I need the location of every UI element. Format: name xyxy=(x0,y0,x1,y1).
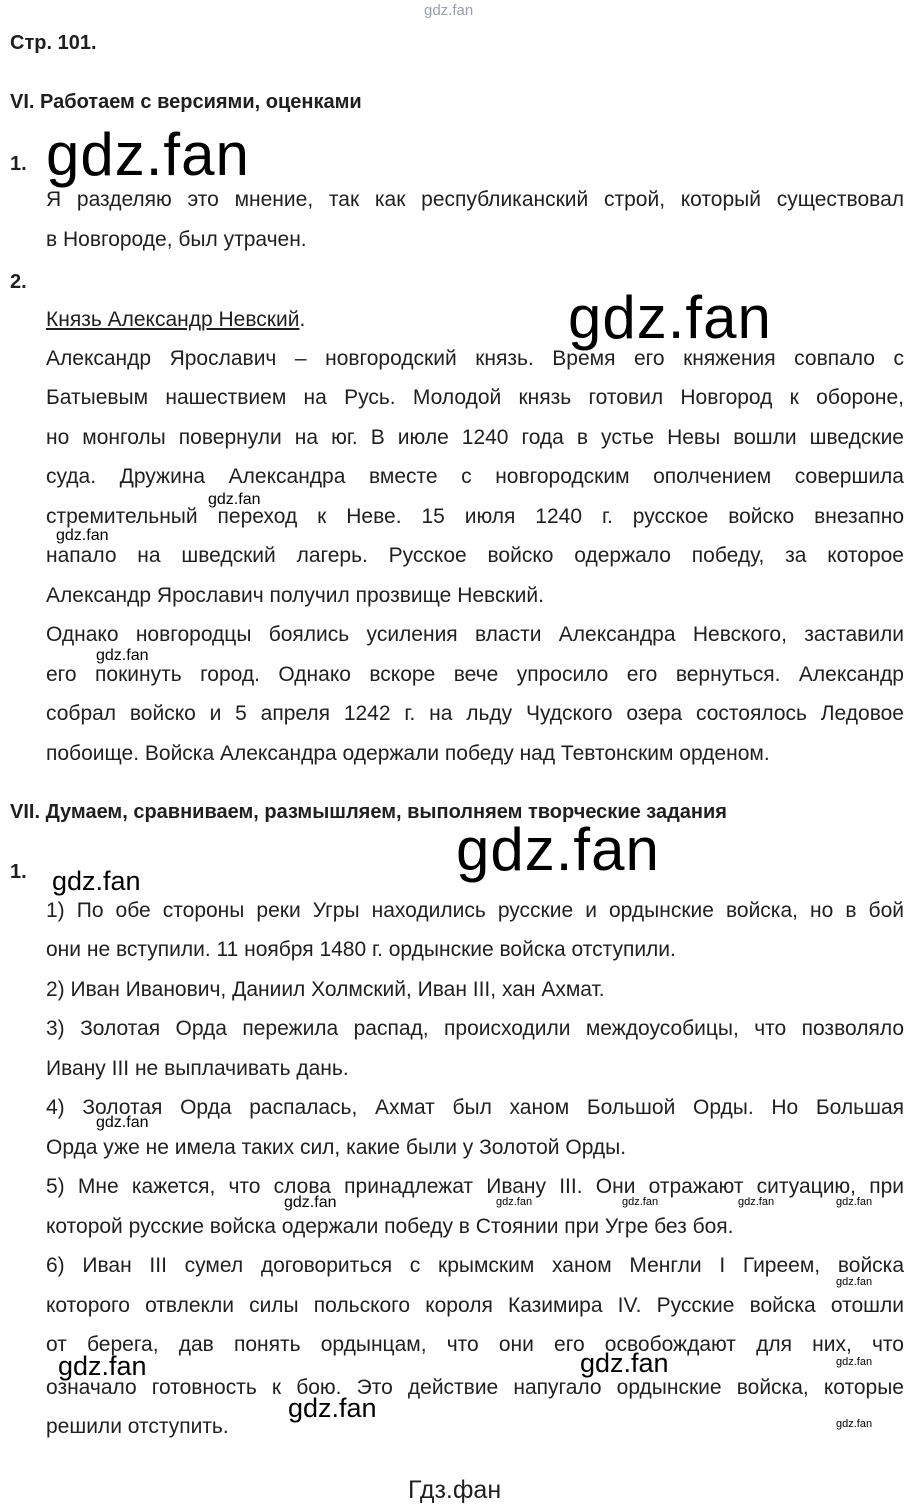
watermark-tiny: gdz.fan xyxy=(622,1196,659,1208)
watermark-tiny: gdz.fan xyxy=(836,1196,873,1208)
text-line: от берега, дав понять ордынцам, что они его освобождают для них, что xyxy=(46,1333,904,1356)
text-line: означало готовность к бою. Это действие напугало ордынские войска, которые xyxy=(46,1376,904,1399)
section-7-item-1-number: 1. xyxy=(10,861,27,883)
text-line: в Новгороде, был утрачен. xyxy=(46,228,307,251)
text-line: Ивану III не выплачивать дань. xyxy=(46,1057,349,1080)
text-line: побоище. Войска Александра одержали победу над Тевтонским орденом. xyxy=(46,742,770,765)
watermark-tiny: gdz.fan xyxy=(836,1276,873,1288)
watermark-top: gdz.fan xyxy=(424,2,474,19)
subject-link-text: Князь Александр Невский xyxy=(46,308,300,331)
watermark-small: gdz.fan xyxy=(96,647,149,664)
watermark-medium: gdz.fan xyxy=(52,866,141,896)
text-line: 5) Мне кажется, что слова принадлежат Ивану III. Они отражают ситуацию, при xyxy=(46,1175,904,1198)
text-line: решили отступить. xyxy=(46,1415,229,1438)
watermark-medium: gdz.fan xyxy=(58,1351,147,1381)
watermark-small: gdz.fan xyxy=(96,1114,149,1131)
watermark-tiny: gdz.fan xyxy=(738,1196,775,1208)
text-line: 3) Золотая Орда пережила распад, происходили междоусобицы, что позволяло xyxy=(46,1017,904,1040)
footer-brand: Гдз.фан xyxy=(408,1476,502,1504)
text-line: которого отвлекли силы польского короля Казимира IV. Русские войска отошли xyxy=(46,1294,904,1317)
section-6-title: VI. Работаем с версиями, оценками xyxy=(10,91,362,113)
text-line: стремительный переход к Неве. 15 июля 1240 г. русское войско внезапно xyxy=(46,505,904,528)
page-label: Стр. 101. xyxy=(10,32,97,54)
text-line: собрал войско и 5 апреля 1242 г. на льду Чудского озера состоялось Ледовое xyxy=(46,702,904,725)
text-line: 1) По обе стороны реки Угры находились русские и ордынские войска, но в бой xyxy=(46,899,904,922)
watermark-large: gdz.fan xyxy=(46,121,250,188)
watermark-tiny: gdz.fan xyxy=(496,1196,533,1208)
watermark-large: gdz.fan xyxy=(456,816,660,883)
text-line: которой русские войска одержали победу в Стоянии при Угре без боя. xyxy=(46,1215,734,1238)
watermark-small: gdz.fan xyxy=(56,527,109,544)
watermark-small: gdz.fan xyxy=(208,491,261,508)
text-line: 6) Иван III сумел договориться с крымским ханом Менгли I Гиреем, войска xyxy=(46,1254,904,1277)
text-line: суда. Дружина Александра вместе с новгородским ополчением совершила xyxy=(46,465,904,488)
text-line: Однако новгородцы боялись усиления власти Александра Невского, заставили xyxy=(46,623,904,646)
text-line: Орда уже не имела таких сил, какие были у Золотой Орды. xyxy=(46,1136,627,1159)
text-line: Батыевым нашествием на Русь. Молодой князь готовил Новгород к обороне, xyxy=(46,386,904,409)
watermark-tiny: gdz.fan xyxy=(836,1418,873,1430)
watermark-tiny: gdz.fan xyxy=(836,1356,873,1368)
text-line: Я разделяю это мнение, так как республиканский строй, который существовал xyxy=(46,188,904,211)
section-6-item-1-number: 1. xyxy=(10,153,27,175)
text-line: но монголы повернули на юг. В июле 1240 года в устье Невы вошли шведские xyxy=(46,426,904,449)
section-7-title: VII. Думаем, сравниваем, размышляем, выполняем творческие задания xyxy=(10,801,727,823)
subject-suffix: . xyxy=(299,308,306,331)
section-6-item-2-number: 2. xyxy=(10,271,27,293)
text-line: Александр Ярославич – новгородский князь. Время его княжения совпало с xyxy=(46,347,904,370)
text-line: Александр Ярославич получил прозвище Невский. xyxy=(46,584,544,607)
item-subject xyxy=(46,305,904,335)
watermark-medium: gdz.fan xyxy=(288,1393,377,1423)
text-line: 4) Золотая Орда распалась, Ахмат был ханом Большой Орды. Но Большая xyxy=(46,1096,904,1119)
watermark-small: gdz.fan xyxy=(284,1194,337,1211)
watermark-medium: gdz.fan xyxy=(580,1348,669,1378)
text-line: они не вступили. 11 ноября 1480 г. ордынские войска отступили. xyxy=(46,938,676,961)
text-line: напало на шведский лагерь. Русское войско одержало победу, за которое xyxy=(46,544,904,567)
text-line: 2) Иван Иванович, Даниил Холмский, Иван III, хан Ахмат. xyxy=(46,978,605,1001)
text-line: его покинуть город. Однако вскоре вече упросило его вернуться. Александр xyxy=(46,663,904,686)
watermark-large: gdz.fan xyxy=(568,284,772,351)
